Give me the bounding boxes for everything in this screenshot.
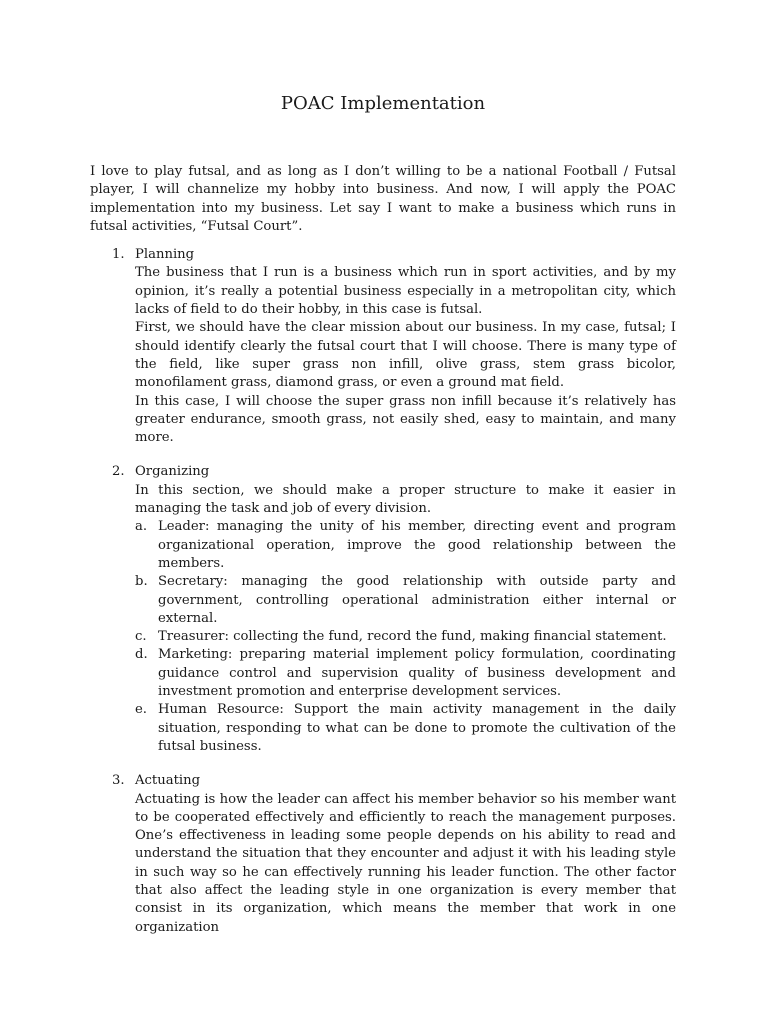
section-paragraph: First, we should have the clear mission about our business. In my case, futsal; I should identify clearly the futsal court that I will choose. There is many type of the field, like super grass non infill, olive grass, stem grass bicolor, monofilament grass, diamond grass, or even a ground mat field. bbox=[135, 320, 676, 391]
section-number: 2. bbox=[112, 464, 125, 480]
list-item-text: Treasurer: collecting the fund, record the fund, making financial statement. bbox=[158, 629, 667, 645]
list-item-text: Human Resource: Support the main activity management in the daily situation, responding to what can be done to promote the cultivation of the futsal business. bbox=[158, 702, 676, 754]
section-title: Actuating bbox=[135, 773, 201, 789]
list-item-text: Leader: managing the unity of his member, directing event and program organizational operation, improve the good relationship between the members. bbox=[158, 519, 676, 571]
list-item-letter: a. bbox=[135, 519, 148, 535]
list-item-letter: d. bbox=[135, 647, 148, 663]
section-organizing bbox=[90, 463, 676, 756]
section-number: 3. bbox=[112, 773, 125, 789]
list-item bbox=[135, 518, 676, 573]
section-actuating bbox=[90, 772, 676, 937]
document-title: POAC Implementation bbox=[280, 93, 486, 114]
section-title: Planning bbox=[135, 247, 195, 263]
list-item bbox=[135, 573, 676, 628]
section-paragraph: In this section, we should make a proper structure to make it easier in managing the task and job of every division. bbox=[135, 482, 676, 517]
list-item bbox=[135, 628, 676, 646]
section-paragraph: Actuating is how the leader can affect his member behavior so his member want to be cooperated effectively and efficiently to reach the management purposes. One’s effectiveness in leading some people depends on his ability to read and understand the situation that they encounter and adjust it with his leading style in such way so he can effectively running his leader function. The other factor that also affect the leading style in one organization is every member that consist in its organization, which means the member that work in one organization bbox=[135, 791, 676, 935]
section-title: Organizing bbox=[135, 464, 210, 480]
document-body bbox=[90, 163, 676, 953]
list-item-letter: e. bbox=[135, 702, 147, 718]
section-paragraph: In this case, I will choose the super grass non infill because it’s relatively has greater endurance, smooth grass, not easily shed, easy to maintain, and many more. bbox=[135, 393, 676, 446]
section-number: 1. bbox=[112, 247, 125, 263]
list-item-text: Marketing: preparing material implement policy formulation, coordinating guidance control and supervision quality of business development and investment promotion and enterprise development services. bbox=[158, 647, 676, 700]
list-item-text: Secretary: managing the good relationship with outside party and government, controlling operational administration either internal or external. bbox=[158, 574, 676, 626]
list-item bbox=[135, 701, 676, 756]
section-list bbox=[90, 246, 676, 937]
section-planning bbox=[90, 246, 676, 447]
intro-paragraph: I love to play futsal, and as long as I don’t willing to be a national Football / Futsal player, I will channelize my hobby into business. And now, I will apply the POAC implementation into my business. Let say I want to make a business which runs in futsal activities, “Futsal Court”. bbox=[90, 164, 676, 234]
division-list bbox=[135, 518, 676, 756]
list-item bbox=[135, 646, 676, 701]
list-item-letter: c. bbox=[135, 629, 147, 645]
section-paragraph: The business that I run is a business which run in sport activities, and by my opinion, it’s really a potential business especially in a metropolitan city, which lacks of field to do their hobby, in this case is futsal. bbox=[135, 265, 676, 318]
list-item-letter: b. bbox=[135, 574, 148, 590]
